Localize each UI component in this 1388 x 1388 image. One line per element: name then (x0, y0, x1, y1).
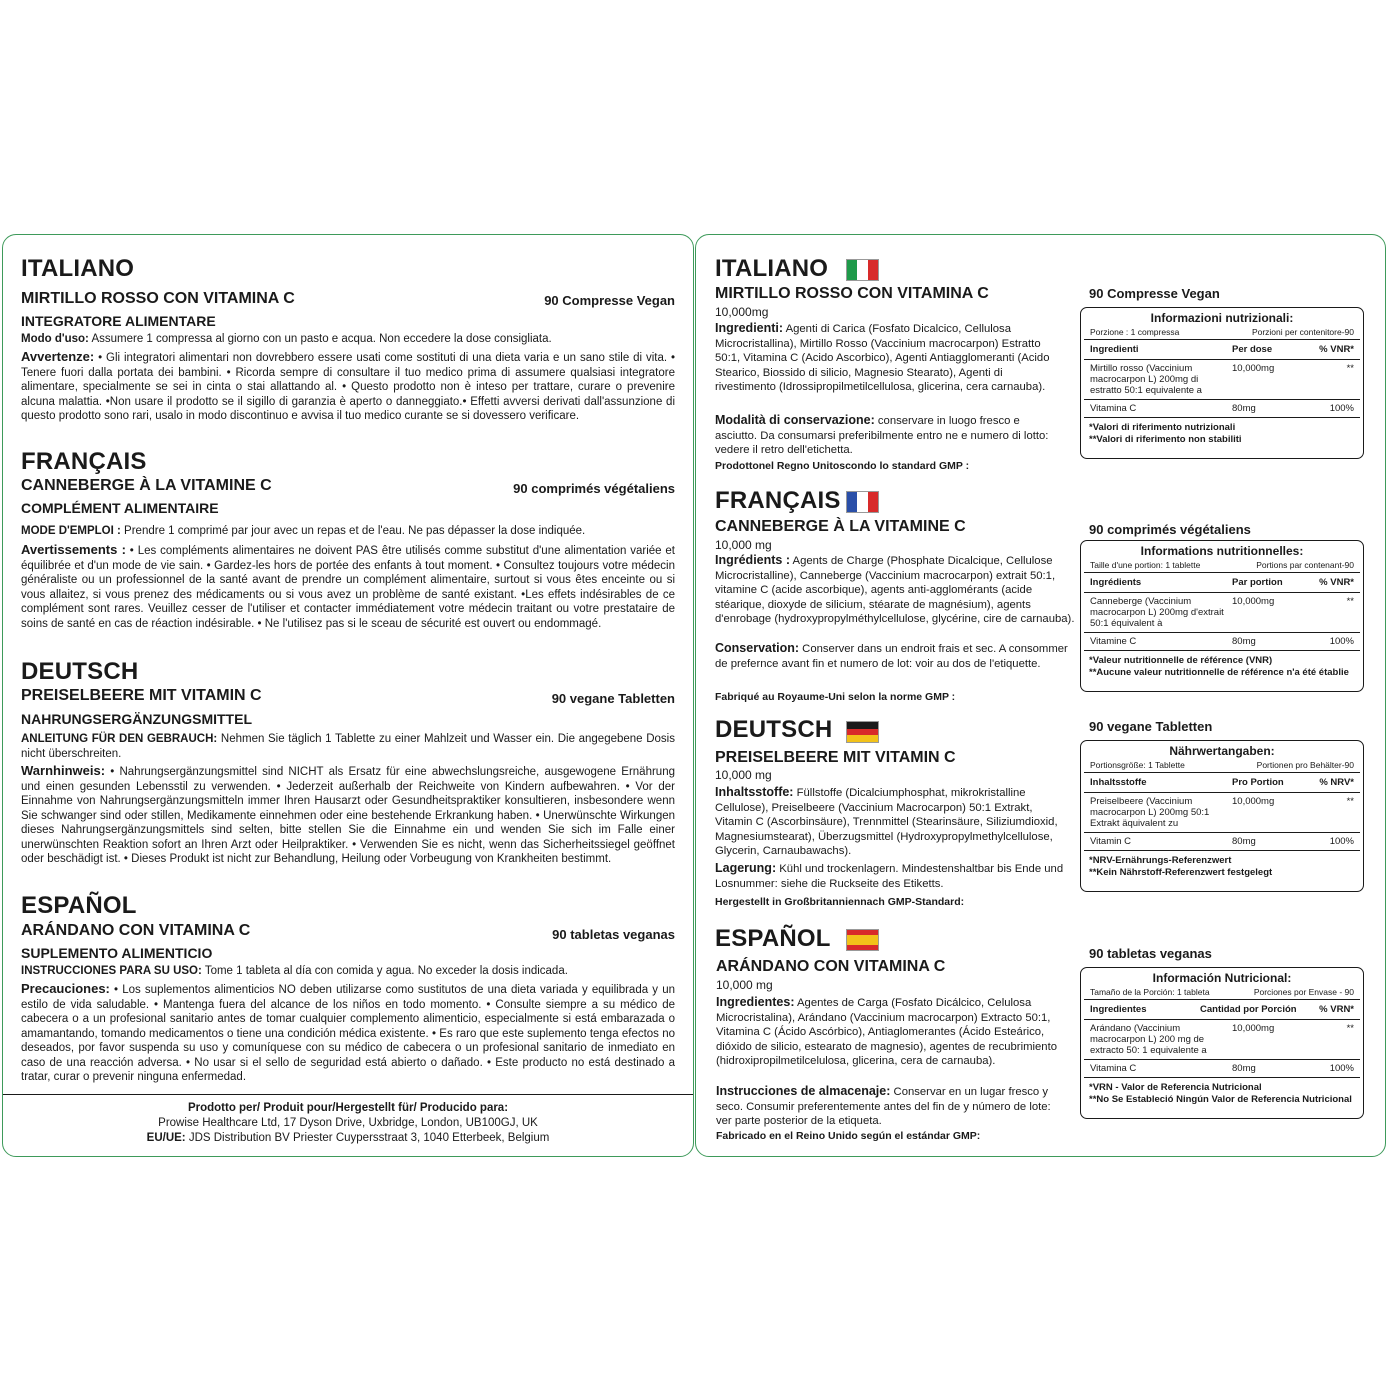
cell: ** (1346, 596, 1354, 607)
table-footnotes (1081, 418, 1363, 450)
ingredients-body: Füllstoffe (Dicalciumphosphat, mikrokristalline Cellulose), Preiselbeere (Vaccinium Macrocarpon) 50:1 Extrakt, Vitamin C (Ascorbinsäure), Trennmittel (Stearinsäure, Siliziumdioxid, Magnesiumstearat), Überzugsmittel (Hydroxypropylmethylcellulose, Glycerin, Carnaubawachs). (715, 787, 1058, 857)
nutrition-title: Informazioni nutrizionali: (1150, 311, 1294, 325)
table-row (1084, 360, 1360, 400)
gmp-note: Hergestellt in Großbritanniennach GMP-Standard: (715, 896, 965, 908)
table-header (1084, 773, 1360, 793)
cell: Mirtillo rosso (Vaccinium macrocarpon L) 200mg di estratto 50:1 equivalente a (1090, 363, 1202, 396)
footnote: *Valori di riferimento nutrizionali (1089, 422, 1236, 433)
ingredients-text (715, 553, 1075, 627)
footer-line-3 (3, 1131, 693, 1146)
warnings-label: Precauciones: (21, 981, 110, 996)
col-ingredient: Inhaltsstoffe (1090, 777, 1147, 788)
warnings-text (21, 350, 675, 424)
col-nrv: % VNR* (1319, 344, 1354, 355)
cell: 100% (1329, 403, 1354, 414)
gmp-note: Fabricado en el Reino Unido según el estándar GMP: (716, 1130, 981, 1142)
ingredients-body: Agents de Charge (Phosphate Dicalcique, Cellulose Microcristalline), Canneberge (Vaccinium macrocarpon) extrait 50:1, vitamine C (acide ascorbique), agents anti-agglomérants (acide stéarique, dioxyde de silicium, stéarate de magnésium), agents d'enrobage (hydroxypropylméthylcellulose, glycérine, cire de carnauba). (715, 555, 1075, 625)
cell: 10,000mg (1232, 796, 1275, 807)
ingredients-text (715, 321, 1060, 395)
servings-per-container: Portionen pro Behälter-90 (1256, 760, 1354, 770)
section-title-francais: FRANÇAIS (21, 448, 147, 475)
col-per-serving: Pro Portion (1232, 777, 1284, 788)
table-row (1084, 633, 1360, 651)
tablet-count: 90 tabletas veganas (552, 927, 675, 942)
dose: 10,000 mg (716, 978, 773, 992)
table-footnotes (1081, 851, 1363, 883)
spain-flag-icon (846, 929, 879, 951)
footnote: *VRN - Valor de Referencia Nutricional (1089, 1082, 1262, 1093)
nutrition-title: Información Nutricional: (1152, 971, 1292, 985)
table-header (1084, 573, 1360, 593)
storage-body: Kühl und trockenlagern. Mindestenshaltbar bis Ende und Losnummer: siehe die Ruckseite des Etiketts. (715, 863, 1064, 890)
storage-label: Modalità di conservazione: (715, 413, 875, 427)
section-title-espanol: ESPAÑOL (715, 925, 831, 952)
cell: 100% (1329, 1063, 1354, 1074)
footer-line-2: Prowise Healthcare Ltd, 17 Dyson Drive, Uxbridge, London, UB100GJ, UK (158, 1117, 538, 1129)
table-header (1084, 340, 1360, 360)
cell: 10,000mg (1232, 1023, 1275, 1034)
storage-label: Lagerung: (715, 861, 777, 875)
cell: 80mg (1232, 836, 1256, 847)
product-type: SUPLEMENTO ALIMENTICIO (21, 945, 213, 961)
servings-per-container: Porzioni per contenitore-90 (1251, 327, 1354, 337)
dose: 10,000 mg (715, 768, 772, 782)
serving-info (1084, 558, 1360, 573)
cell: 100% (1329, 636, 1354, 647)
cell: ** (1346, 363, 1354, 374)
serving-info (1084, 758, 1360, 773)
cell: ** (1346, 796, 1354, 807)
cell: Arándano (Vaccinium macrocarpon L) 200 mg de extracto 50: 1 equivalente a (1090, 1023, 1207, 1056)
manufacturer-footer (3, 1094, 693, 1157)
ingredients-label: Inhaltsstoffe: (715, 785, 794, 799)
table-row (1084, 593, 1360, 633)
tablet-count: 90 Compresse Vegan (544, 293, 675, 308)
section-title-deutsch: DEUTSCH (715, 716, 833, 743)
warnings-body: • Nahrungsergänzungsmittel sind NICHT als Ersatz für eine abwechslungsreiche, ausgewogene Ernährung und einen gesunden Lebensstil zu verwenden. • Jederzeit außerhalb der Reichweite von Kindern aufbewahren. • Vor der Einnahme von Nahrungsergänzungsmitteln immer Ihren Hausarzt oder Gesundheitspraktiker konsultieren, insbesondere wenn Sie schwanger sind oder stillen, Medikamente einnehmen oder eine bestehende Erkrankung haben. • Unerwünschte Wirkungen dieses Nahrungsergänzungsmittels sind selten, bitte stellen Sie die Einnahme ein und wenden Sie sich im Falle einer unerwünschten Reaktion sofort an Ihren Arzt oder Heilpraktiker. • Verwenden Sie es nicht, wenn das Sicherheitssiegel geöffnet oder beschädigt ist. • Dieses Produkt ist nicht zur Behandlung, Heilung oder Vorbeugung von Krankheiten bestimmt. (21, 766, 675, 865)
serving-size: Porzione : 1 compressa (1090, 327, 1180, 337)
table-row (1084, 1060, 1360, 1078)
cell: Vitamina C (1090, 1063, 1137, 1074)
product-name: ARÁNDANO CON VITAMINA C (21, 922, 251, 939)
usage-text (21, 732, 675, 761)
serving-info (1084, 985, 1360, 1000)
footnote: **No Se Estableció Ningún Valor de Referencia Nutricional (1089, 1094, 1352, 1105)
usage-body: Assumere 1 compressa al giorno con un pasto e acqua. Non eccedere la dose consigliata. (88, 333, 552, 345)
serving-size: Taille d'une portion: 1 tablette (1090, 560, 1201, 570)
table-footnotes (1081, 651, 1363, 683)
usage-text (21, 524, 675, 539)
ingredients-label: Ingredienti: (715, 321, 784, 335)
storage-label: Conservation: (715, 641, 800, 655)
product-name: MIRTILLO ROSSO CON VITAMINA C (21, 290, 295, 307)
dose: 10,000 mg (715, 538, 772, 552)
servings-per-container: Portions par contenant-90 (1256, 560, 1354, 570)
table-header (1084, 1000, 1360, 1020)
usage-text (21, 332, 675, 347)
storage-text (715, 413, 1060, 458)
col-per-serving: Par portion (1232, 577, 1283, 588)
usage-body: Tome 1 tableta al día con comida y agua. No exceder la dosis indicada. (201, 965, 568, 977)
product-name: PREISELBEERE MIT VITAMIN C (715, 749, 956, 766)
product-type: INTEGRATORE ALIMENTARE (21, 313, 216, 329)
table-row (1084, 793, 1360, 833)
usage-body: Prendre 1 comprimé par jour avec un repas et de l'eau. Ne pas dépasser la dose indiquée. (120, 525, 586, 537)
tablet-count: 90 vegane Tabletten (1089, 719, 1213, 734)
product-name: PREISELBEERE MIT VITAMIN C (21, 687, 262, 704)
warnings-body: • Les compléments alimentaires ne doivent PAS être utilisés comme substitut d'une alimentation variée et équilibrée et d'un mode de vie sain. • Gardez-les hors de portée des enfants à tout moment. • Consultez toujours votre médecin généraliste ou un professionnel de la santé avant de prendre un complément alimentaire, surtout si vous êtes enceinte ou si vous allaitez, si vous prenez des médicaments ou si vous avez un problème de santé existant. •Les effets indésirables de ce complément sont rares. Veuillez cesser de l'utiliser et contacter immédiatement votre médecin traitant ou votre prestataire de soins de santé en cas de réaction indésirable. • Ne l'utilisez pas si le sceau de sécurité est ouvert ou endommagé. (21, 545, 675, 630)
ingredients-text (715, 785, 1070, 859)
ingredients-body: Agenti di Carica (Fosfato Dicalcico, Cellulosa Microcristallina), Mirtillo Rosso (Vaccinium macrocarpon) Estratto 50:1, Vitamina C (Acido Ascorbico), Agenti Antiagglomeranti (Acido Stearico, Biossido di silicio, Magnesio Stearato), Agenti di rivestimento (Idrossipropilmetilcellulosa, glicerina, cera carnauba). (715, 323, 1050, 393)
cell: 80mg (1232, 403, 1256, 414)
warnings-label: Warnhinweis: (21, 763, 106, 778)
tablet-count: 90 tabletas veganas (1089, 946, 1212, 961)
storage-label: Instrucciones de almacenaje: (716, 1084, 891, 1098)
section-title-francais: FRANÇAIS (715, 487, 841, 514)
footnote: **Aucune valeur nutritionnelle de référence n'a été établie (1089, 667, 1349, 678)
col-ingredient: Ingrédients (1090, 577, 1142, 588)
col-per-serving: Per dose (1232, 344, 1273, 355)
ingredients-body: Agentes de Carga (Fosfato Dicálcico, Celulosa Microcristalina), Arándano (Vaccinium macrocarpon) Extracto 50:1, Vitamina C (Ácido Ascórbico), Antiaglomerantes (Ácido Esteárico, dióxido de silicio, estearato de magnesio), agentes de recubrimiento (hidroxipropilmetilcelulosa, glicerina, cera de carnauba). (716, 997, 1057, 1067)
left-label-panel (2, 234, 694, 1157)
product-name: ARÁNDANO CON VITAMINA C (716, 958, 946, 975)
warnings-label: Avvertenze: (21, 349, 95, 364)
serving-size: Tamaño de la Porción: 1 tableta (1090, 987, 1210, 997)
table-row (1084, 400, 1360, 418)
gmp-note: Fabriqué au Royaume-Uni selon la norme GMP : (715, 691, 956, 703)
cell: 80mg (1232, 1063, 1256, 1074)
cell: 80mg (1232, 636, 1256, 647)
tablet-count: 90 comprimés végétaliens (513, 481, 675, 496)
storage-text (715, 641, 1075, 671)
serving-info (1084, 325, 1360, 340)
cell: ** (1346, 1023, 1354, 1034)
cell: Vitamina C (1090, 403, 1137, 414)
cell: 10,000mg (1232, 596, 1275, 607)
servings-per-container: Porciones por Envase - 90 (1253, 987, 1354, 997)
section-title-italiano: ITALIANO (21, 255, 135, 282)
nutrition-title: Nährwertangaben: (1169, 744, 1275, 758)
gmp-note: Prodottonel Regno Unitoscondo lo standard GMP : (715, 460, 970, 472)
cell: Preiselbeere (Vaccinium macrocarpon L) 200mg 50:1 Extrakt äquivalent zu (1090, 796, 1210, 829)
section-title-espanol: ESPAÑOL (21, 892, 137, 919)
storage-body: conservare in luogo fresco e asciutto. Da consumarsi preferibilmente entro ne e numero di lotto: vedere il retro dell'etichetta. (715, 415, 1049, 456)
usage-label: ANLEITUNG FÜR DEN GEBRAUCH: (21, 733, 218, 745)
serving-size: Portionsgröße: 1 Tablette (1090, 760, 1185, 770)
tablet-count: 90 Compresse Vegan (1089, 286, 1220, 301)
footnote: **Valori di riferimento non stabiliti (1089, 434, 1242, 445)
col-per-serving: Cantidad por Porción (1200, 1004, 1297, 1015)
cell: 10,000mg (1232, 363, 1275, 374)
cell: 100% (1329, 836, 1354, 847)
warnings-text (21, 982, 675, 1085)
storage-body: Conservar en un lugar fresco y seco. Consumir preferentemente antes del fin de y número de lote: ver parte posterior de la etiqueta. (716, 1086, 1051, 1127)
col-ingredient: Ingredienti (1090, 344, 1139, 355)
ingredients-label: Ingredientes: (716, 995, 795, 1009)
product-name: MIRTILLO ROSSO CON VITAMINA C (715, 285, 989, 302)
nutrition-table (1080, 540, 1364, 692)
section-title-deutsch: DEUTSCH (21, 658, 139, 685)
product-type: COMPLÉMENT ALIMENTAIRE (21, 500, 219, 516)
usage-label: MODE D'EMPLOI : (21, 525, 121, 537)
dose: 10,000mg (715, 305, 769, 319)
cell: Vitamin C (1090, 836, 1132, 847)
footer-line-1: Prodotto per/ Produit pour/Hergestellt für/ Producido para: (187, 1102, 509, 1114)
storage-body: Conserver dans un endroit frais et sec. A consommer de prefernce avant fin et numero de lot: voir au dos de l'etiquette. (715, 643, 1068, 670)
nutrition-table (1080, 307, 1364, 459)
storage-text (715, 861, 1070, 891)
footnote: *Valeur nutritionnelle de référence (VNR) (1089, 655, 1273, 666)
product-name: CANNEBERGE À LA VITAMINE C (715, 518, 966, 535)
cell: Canneberge (Vaccinium macrocarpon L) 200mg d'extrait 50:1 équivalent à (1090, 596, 1224, 629)
col-nrv: % VNR* (1319, 577, 1354, 588)
cell: Vitamine C (1090, 636, 1137, 647)
product-type: NAHRUNGSERGÄNZUNGSMITTEL (21, 711, 252, 727)
nutrition-title: Informations nutritionnelles: (1140, 544, 1304, 558)
usage-label: INSTRUCCIONES PARA SU USO: (21, 965, 202, 977)
footnote: **Kein Nährstoff-Referenzwert festgelegt (1089, 867, 1273, 878)
tablet-count: 90 comprimés végétaliens (1089, 522, 1251, 537)
section-title-italiano: ITALIANO (715, 255, 829, 282)
nutrition-table (1080, 740, 1364, 892)
ingredients-label: Ingrédients : (715, 553, 791, 567)
nutrition-table (1080, 967, 1364, 1119)
col-nrv: % NRV* (1319, 777, 1354, 788)
ingredients-text (716, 995, 1061, 1069)
table-row (1084, 833, 1360, 851)
usage-body: Nehmen Sie täglich 1 Tablette zu einer Mahlzeit und Wasser ein. Die angegebene Dosis nicht überschreiten. (21, 733, 675, 760)
usage-text (21, 964, 675, 979)
warnings-body: • Gli integratori alimentari non dovrebbero essere usati come sostituti di una dieta varia e un sano stile di vita. • Tenere fuori dalla portata dei bambini. • Ricorda sempre di consultare il tuo medico prima di assumere qualsiasi integratore alimentare, specialmente se sei in cinta o stai allattando al. • Questo prodotto non è inteso per trattare, curare o prevenire alcuna malattia. •Non usare il prodotto se il sigillo di garanzia è aperto o danneggiato.• Effetti avversi derivati dall'assunzione di questo prodotto sono rari, usalo in modo discontinuo e avvisa il tuo medico curante se si dovessero verificare. (21, 352, 675, 422)
usage-label: Modo d'uso: (21, 333, 89, 345)
eu-label: EU/UE: (146, 1132, 186, 1144)
col-ingredient: Ingredientes (1090, 1004, 1147, 1015)
germany-flag-icon (846, 721, 879, 743)
table-row (1084, 1020, 1360, 1060)
eu-address: JDS Distribution BV Priester Cuypersstraat 3, 1040 Etterbeek, Belgium (185, 1132, 550, 1144)
france-flag-icon (846, 491, 879, 513)
right-label-panel (695, 234, 1386, 1157)
warnings-text (21, 764, 675, 867)
tablet-count: 90 vegane Tabletten (551, 691, 675, 706)
warnings-text (21, 543, 675, 631)
storage-text (716, 1084, 1061, 1129)
footnote: *NRV-Ernährungs-Referenzwert (1089, 855, 1232, 866)
warnings-body: • Los suplementos alimenticios NO deben utilizarse como sustitutos de una dieta variada y equilibrada y un estilo de vida saludable. • Mantenga fuera del alcance de los niños en todo momento. • Consulte siempre a su médico de cabecera o a un profesional sanitario antes de tomar cualquier complemento alimenticio, especialmente si está embarazada o amamantando, tomando medicamentos o tiene una condición médica existente. • Es raro que este suplemento tenga efectos no deseados, por favor suspenda su uso y comuníquese con su médico de cabecera o un profesional sanitario de inmediato en caso de una reacción adversa. • No usar si el sello de seguridad está abierto o dañado. • Este producto no está destinado a tratar, curar o prevenir ninguna enfermedad. (21, 984, 675, 1083)
col-nrv: % VRN* (1319, 1004, 1354, 1015)
italy-flag-icon (846, 259, 879, 281)
table-footnotes (1081, 1078, 1363, 1110)
product-name: CANNEBERGE À LA VITAMINE C (21, 477, 272, 494)
warnings-label: Avertissements : (21, 542, 126, 557)
